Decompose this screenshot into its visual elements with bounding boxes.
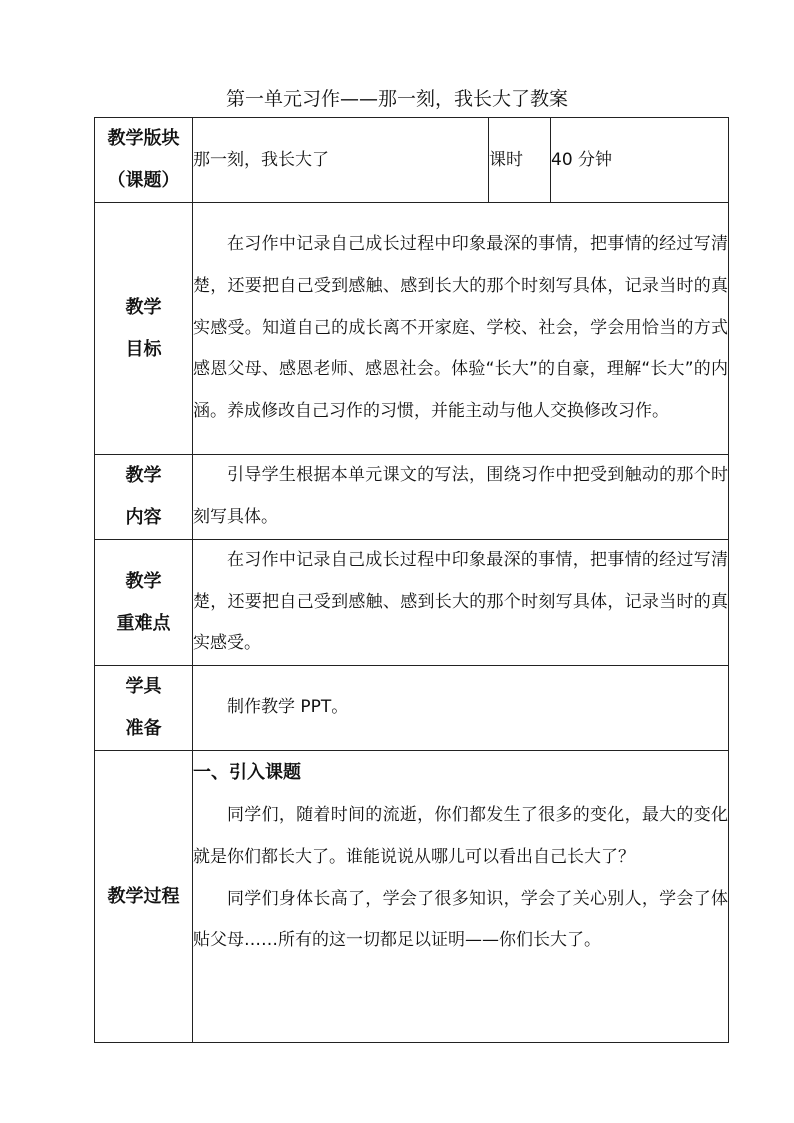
label-key-points xyxy=(95,540,193,666)
label-content-line2: 内容 xyxy=(125,507,162,528)
key-points-text-cell xyxy=(193,540,729,666)
label-goals-line2: 目标 xyxy=(125,338,162,360)
period-value: 40 分钟 xyxy=(551,118,729,203)
label-materials xyxy=(95,666,193,751)
topic-value: 那一刻，我长大了 xyxy=(193,118,489,203)
lesson-plan-table xyxy=(94,117,729,1043)
goals-text: 在习作中记录自己成长过程中印象最深的事情，把事情的经过写清楚，还要把自己受到感触、感到长大的那个时刻写具体，记录当时的真实感受。知道自己的成长离不开家庭、学校、社会，学会用恰当的方式感恩父母、感恩老师、感恩社会。体验“长大”的自豪，理解“长大”的内涵。养成修改自己习作的习惯，并能主动与他人交换修改习作。 xyxy=(193,234,728,422)
label-key-points-line2: 重难点 xyxy=(116,612,171,634)
label-key-points-line1: 教学 xyxy=(125,570,162,592)
label-process: 教学过程 xyxy=(95,751,193,1043)
row-materials xyxy=(95,666,729,751)
goals-text-cell xyxy=(193,203,729,455)
process-paragraph-1: 同学们，随着时间的流逝，你们都发生了很多的变化，最大的变化就是你们都长大了。谁能说说从哪儿可以看出自己长大了？ xyxy=(193,805,728,867)
row-key-points xyxy=(95,540,729,666)
label-topic-line2: （课题） xyxy=(107,170,180,191)
process-section-heading: 一、引入课题 xyxy=(193,762,301,784)
content-text-cell xyxy=(193,455,729,540)
row-content xyxy=(95,455,729,540)
materials-text: 制作教学 PPT。 xyxy=(227,697,349,718)
label-content-line1: 教学 xyxy=(125,465,162,486)
label-materials-line2: 准备 xyxy=(125,718,162,740)
label-topic xyxy=(95,118,193,203)
process-text-cell xyxy=(193,751,729,1043)
period-label: 课时 xyxy=(489,118,551,203)
document-title: 第一单元习作——那一刻，我长大了教案 xyxy=(225,88,568,110)
label-goals xyxy=(95,203,193,455)
label-topic-line1: 教学版块 xyxy=(107,128,180,149)
label-content xyxy=(95,455,193,540)
row-goals xyxy=(95,203,729,455)
content-text: 引导学生根据本单元课文的写法，围绕习作中把受到触动的那个时刻写具体。 xyxy=(193,465,728,527)
label-goals-line1: 教学 xyxy=(125,296,162,318)
materials-text-cell xyxy=(193,666,729,751)
label-materials-line1: 学具 xyxy=(125,676,162,698)
process-paragraph-2: 同学们身体长高了，学会了很多知识，学会了关心别人，学会了体贴父母……所有的这一切都足以证明——你们长大了。 xyxy=(193,888,728,951)
row-process xyxy=(95,751,729,1043)
row-topic xyxy=(95,118,729,203)
key-points-text: 在习作中记录自己成长过程中印象最深的事情，把事情的经过写清楚，还要把自己受到感触、感到长大的那个时刻写具体，记录当时的真实感受。 xyxy=(193,550,728,654)
